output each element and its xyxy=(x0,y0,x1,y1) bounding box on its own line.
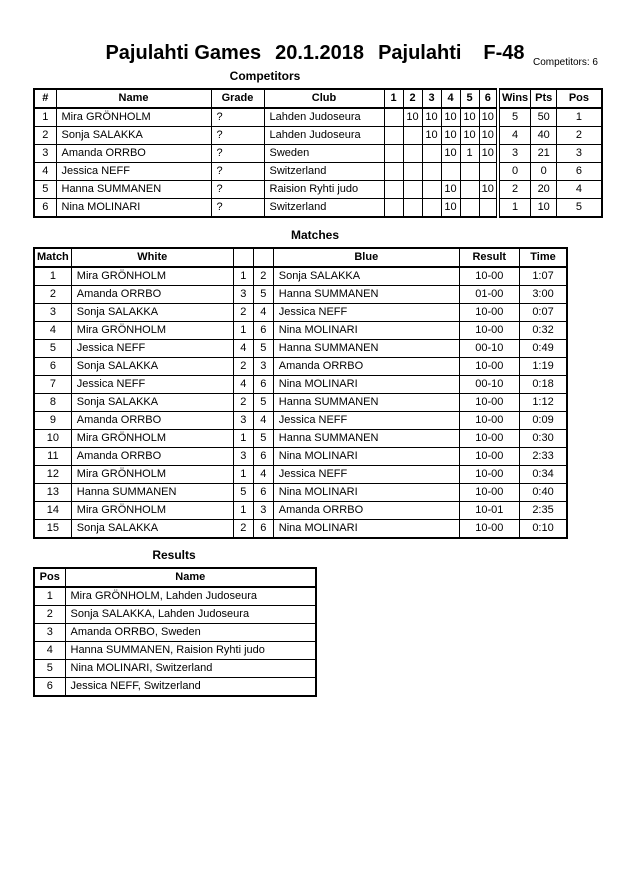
result-row xyxy=(34,642,316,660)
match-number: 2 xyxy=(34,286,71,304)
score-vs-3 xyxy=(422,181,441,199)
col-header-wins: Wins xyxy=(498,89,531,108)
match-row xyxy=(34,502,567,520)
matches-header-row xyxy=(34,248,567,267)
score-vs-3: 10 xyxy=(422,108,441,127)
competitor-name: Hanna SUMMANEN xyxy=(56,181,211,199)
white-competitor-name: Jessica NEFF xyxy=(71,340,233,358)
match-result: 10-00 xyxy=(459,448,519,466)
match-time: 3:00 xyxy=(519,286,567,304)
white-competitor-number: 2 xyxy=(233,358,253,376)
blue-competitor-name: Jessica NEFF xyxy=(273,304,459,322)
competitor-pts: 0 xyxy=(531,163,557,181)
competitors-heading: Competitors xyxy=(229,69,301,83)
competitor-name: Amanda ORRBO xyxy=(56,145,211,163)
white-competitor-number: 1 xyxy=(233,430,253,448)
score-vs-6 xyxy=(479,163,498,181)
match-row xyxy=(34,340,567,358)
score-vs-6: 10 xyxy=(479,127,498,145)
results-table xyxy=(33,567,317,697)
white-competitor-number: 2 xyxy=(233,394,253,412)
page-title-venue: Pajulahti xyxy=(378,42,462,64)
match-result: 10-00 xyxy=(459,304,519,322)
blue-competitor-name: Hanna SUMMANEN xyxy=(273,340,459,358)
score-vs-3 xyxy=(422,199,441,218)
blue-competitor-name: Jessica NEFF xyxy=(273,412,459,430)
competitor-row xyxy=(34,108,602,127)
result-pos: 3 xyxy=(34,624,65,642)
col-header-blue-number xyxy=(253,248,273,267)
blue-competitor-name: Jessica NEFF xyxy=(273,466,459,484)
match-number: 3 xyxy=(34,304,71,322)
score-vs-2 xyxy=(403,145,422,163)
col-header-opponent-5: 5 xyxy=(460,89,479,108)
score-vs-6 xyxy=(479,199,498,218)
col-header-blue: Blue xyxy=(273,248,459,267)
white-competitor-name: Sonja SALAKKA xyxy=(71,358,233,376)
match-number: 1 xyxy=(34,267,71,286)
match-row xyxy=(34,394,567,412)
result-pos: 6 xyxy=(34,678,65,697)
match-row xyxy=(34,304,567,322)
blue-competitor-name: Sonja SALAKKA xyxy=(273,267,459,286)
competitor-name: Jessica NEFF xyxy=(56,163,211,181)
result-name: Jessica NEFF, Switzerland xyxy=(65,678,316,697)
result-pos: 2 xyxy=(34,606,65,624)
competitor-pos: 1 xyxy=(557,108,602,127)
score-vs-3: 10 xyxy=(422,127,441,145)
match-result: 10-00 xyxy=(459,322,519,340)
col-header-name: Name xyxy=(65,568,316,587)
score-vs-1 xyxy=(384,108,403,127)
result-row xyxy=(34,678,316,697)
match-time: 0:34 xyxy=(519,466,567,484)
match-result: 10-00 xyxy=(459,484,519,502)
match-time: 1:19 xyxy=(519,358,567,376)
competitor-number: 1 xyxy=(34,108,56,127)
white-competitor-name: Mira GRÖNHOLM xyxy=(71,430,233,448)
score-vs-1 xyxy=(384,127,403,145)
match-number: 15 xyxy=(34,520,71,539)
competitor-row xyxy=(34,199,602,218)
match-result: 00-10 xyxy=(459,340,519,358)
blue-competitor-name: Hanna SUMMANEN xyxy=(273,394,459,412)
blue-competitor-number: 6 xyxy=(253,322,273,340)
result-name: Sonja SALAKKA, Lahden Judoseura xyxy=(65,606,316,624)
match-row xyxy=(34,286,567,304)
blue-competitor-number: 2 xyxy=(253,267,273,286)
competitors-table xyxy=(33,88,603,218)
match-number: 9 xyxy=(34,412,71,430)
white-competitor-name: Mira GRÖNHOLM xyxy=(71,466,233,484)
result-name: Nina MOLINARI, Switzerland xyxy=(65,660,316,678)
score-vs-4: 10 xyxy=(441,127,460,145)
competitor-grade: ? xyxy=(211,181,264,199)
competitor-name: Mira GRÖNHOLM xyxy=(56,108,211,127)
score-vs-2 xyxy=(403,163,422,181)
col-header-grade: Grade xyxy=(211,89,264,108)
result-row xyxy=(34,606,316,624)
white-competitor-name: Mira GRÖNHOLM xyxy=(71,502,233,520)
white-competitor-name: Sonja SALAKKA xyxy=(71,304,233,322)
score-vs-1 xyxy=(384,163,403,181)
results-header-row xyxy=(34,568,316,587)
competitor-pos: 2 xyxy=(557,127,602,145)
competitor-row xyxy=(34,163,602,181)
competitor-wins: 4 xyxy=(498,127,531,145)
competitor-pts: 21 xyxy=(531,145,557,163)
result-name: Amanda ORRBO, Sweden xyxy=(65,624,316,642)
competitor-number: 5 xyxy=(34,181,56,199)
competitor-pts: 10 xyxy=(531,199,557,218)
col-header-white-number xyxy=(233,248,253,267)
col-header-white: White xyxy=(71,248,233,267)
white-competitor-number: 3 xyxy=(233,448,253,466)
white-competitor-name: Mira GRÖNHOLM xyxy=(71,267,233,286)
match-result: 10-00 xyxy=(459,430,519,448)
col-header-result: Result xyxy=(459,248,519,267)
competitor-club: Switzerland xyxy=(264,199,384,218)
col-header-opponent-1: 1 xyxy=(384,89,403,108)
match-time: 0:40 xyxy=(519,484,567,502)
match-time: 0:49 xyxy=(519,340,567,358)
col-header-time: Time xyxy=(519,248,567,267)
match-row xyxy=(34,322,567,340)
match-number: 8 xyxy=(34,394,71,412)
blue-competitor-number: 5 xyxy=(253,286,273,304)
competitors-count-label: Competitors: 6 xyxy=(532,57,598,68)
score-vs-4: 10 xyxy=(441,145,460,163)
col-header-pos: Pos xyxy=(557,89,602,108)
score-vs-6: 10 xyxy=(479,108,498,127)
match-time: 2:33 xyxy=(519,448,567,466)
competitor-wins: 2 xyxy=(498,181,531,199)
result-pos: 4 xyxy=(34,642,65,660)
match-time: 0:30 xyxy=(519,430,567,448)
competitor-pos: 6 xyxy=(557,163,602,181)
match-row xyxy=(34,376,567,394)
blue-competitor-number: 6 xyxy=(253,376,273,394)
match-result: 10-00 xyxy=(459,394,519,412)
white-competitor-number: 1 xyxy=(233,502,253,520)
score-vs-1 xyxy=(384,145,403,163)
competitor-wins: 1 xyxy=(498,199,531,218)
matches-heading: Matches xyxy=(290,228,340,242)
match-number: 11 xyxy=(34,448,71,466)
blue-competitor-number: 4 xyxy=(253,304,273,322)
blue-competitor-number: 4 xyxy=(253,412,273,430)
score-vs-1 xyxy=(384,199,403,218)
blue-competitor-number: 5 xyxy=(253,340,273,358)
competitor-pos: 3 xyxy=(557,145,602,163)
white-competitor-name: Amanda ORRBO xyxy=(71,286,233,304)
score-vs-5: 1 xyxy=(460,145,479,163)
score-vs-4: 10 xyxy=(441,108,460,127)
match-number: 6 xyxy=(34,358,71,376)
match-time: 1:12 xyxy=(519,394,567,412)
match-time: 0:07 xyxy=(519,304,567,322)
competitor-grade: ? xyxy=(211,199,264,218)
competitor-grade: ? xyxy=(211,127,264,145)
page-title-date: 20.1.2018 xyxy=(275,42,365,64)
matches-table xyxy=(33,247,568,539)
blue-competitor-name: Amanda ORRBO xyxy=(273,502,459,520)
white-competitor-number: 5 xyxy=(233,484,253,502)
score-vs-5 xyxy=(460,181,479,199)
blue-competitor-number: 6 xyxy=(253,484,273,502)
score-vs-5: 10 xyxy=(460,108,479,127)
blue-competitor-name: Amanda ORRBO xyxy=(273,358,459,376)
competitors-body xyxy=(34,108,602,217)
competitor-row xyxy=(34,145,602,163)
match-time: 0:09 xyxy=(519,412,567,430)
blue-competitor-name: Hanna SUMMANEN xyxy=(273,286,459,304)
competitor-wins: 5 xyxy=(498,108,531,127)
match-result: 10-00 xyxy=(459,520,519,539)
match-row xyxy=(34,358,567,376)
competitor-club: Sweden xyxy=(264,145,384,163)
match-row xyxy=(34,520,567,539)
white-competitor-number: 1 xyxy=(233,322,253,340)
competitor-wins: 3 xyxy=(498,145,531,163)
white-competitor-number: 2 xyxy=(233,304,253,322)
competitor-grade: ? xyxy=(211,163,264,181)
match-result: 10-00 xyxy=(459,466,519,484)
score-vs-2: 10 xyxy=(403,108,422,127)
competitor-row xyxy=(34,181,602,199)
white-competitor-name: Hanna SUMMANEN xyxy=(71,484,233,502)
match-time: 0:10 xyxy=(519,520,567,539)
blue-competitor-number: 5 xyxy=(253,430,273,448)
blue-competitor-number: 5 xyxy=(253,394,273,412)
competitor-number: 6 xyxy=(34,199,56,218)
score-vs-3 xyxy=(422,145,441,163)
blue-competitor-number: 3 xyxy=(253,502,273,520)
page-title-event: Pajulahti Games xyxy=(105,42,262,64)
match-row xyxy=(34,430,567,448)
match-result: 10-01 xyxy=(459,502,519,520)
col-header-pts: Pts xyxy=(531,89,557,108)
competitor-pos: 5 xyxy=(557,199,602,218)
score-vs-3 xyxy=(422,163,441,181)
competitor-pts: 50 xyxy=(531,108,557,127)
result-name: Hanna SUMMANEN, Raision Ryhti judo xyxy=(65,642,316,660)
competitor-club: Switzerland xyxy=(264,163,384,181)
competitor-row xyxy=(34,127,602,145)
score-vs-5: 10 xyxy=(460,127,479,145)
blue-competitor-number: 3 xyxy=(253,358,273,376)
blue-competitor-number: 6 xyxy=(253,448,273,466)
result-pos: 1 xyxy=(34,587,65,606)
competitor-club: Raision Ryhti judo xyxy=(264,181,384,199)
score-vs-6: 10 xyxy=(479,181,498,199)
white-competitor-name: Mira GRÖNHOLM xyxy=(71,322,233,340)
score-vs-6: 10 xyxy=(479,145,498,163)
match-number: 13 xyxy=(34,484,71,502)
results-body xyxy=(34,587,316,696)
match-time: 0:32 xyxy=(519,322,567,340)
match-result: 10-00 xyxy=(459,358,519,376)
match-number: 10 xyxy=(34,430,71,448)
blue-competitor-name: Hanna SUMMANEN xyxy=(273,430,459,448)
col-header-opponent-3: 3 xyxy=(422,89,441,108)
white-competitor-number: 3 xyxy=(233,412,253,430)
col-header-opponent-4: 4 xyxy=(441,89,460,108)
col-header-pos: Pos xyxy=(34,568,65,587)
blue-competitor-name: Nina MOLINARI xyxy=(273,448,459,466)
col-header-name: Name xyxy=(56,89,211,108)
score-vs-2 xyxy=(403,199,422,218)
match-row xyxy=(34,267,567,286)
white-competitor-number: 4 xyxy=(233,376,253,394)
blue-competitor-name: Nina MOLINARI xyxy=(273,484,459,502)
result-row xyxy=(34,624,316,642)
white-competitor-name: Amanda ORRBO xyxy=(71,412,233,430)
match-row xyxy=(34,448,567,466)
score-vs-1 xyxy=(384,181,403,199)
white-competitor-number: 1 xyxy=(233,466,253,484)
match-row xyxy=(34,412,567,430)
blue-competitor-name: Nina MOLINARI xyxy=(273,520,459,539)
match-result: 10-00 xyxy=(459,412,519,430)
competitor-pos: 4 xyxy=(557,181,602,199)
blue-competitor-number: 4 xyxy=(253,466,273,484)
blue-competitor-name: Nina MOLINARI xyxy=(273,322,459,340)
page-title-category: F-48 xyxy=(483,42,525,64)
matches-body xyxy=(34,267,567,538)
score-vs-2 xyxy=(403,127,422,145)
blue-competitor-name: Nina MOLINARI xyxy=(273,376,459,394)
match-result: 10-00 xyxy=(459,267,519,286)
competitor-club: Lahden Judoseura xyxy=(264,127,384,145)
competitor-pts: 20 xyxy=(531,181,557,199)
match-row xyxy=(34,484,567,502)
match-number: 14 xyxy=(34,502,71,520)
score-vs-5 xyxy=(460,163,479,181)
competitor-club: Lahden Judoseura xyxy=(264,108,384,127)
white-competitor-number: 3 xyxy=(233,286,253,304)
score-vs-4: 10 xyxy=(441,181,460,199)
match-number: 7 xyxy=(34,376,71,394)
competitor-name: Sonja SALAKKA xyxy=(56,127,211,145)
white-competitor-number: 2 xyxy=(233,520,253,539)
col-header-opponent-6: 6 xyxy=(479,89,498,108)
results-heading: Results xyxy=(152,548,196,562)
competitor-number: 4 xyxy=(34,163,56,181)
result-name: Mira GRÖNHOLM, Lahden Judoseura xyxy=(65,587,316,606)
col-header-match: Match xyxy=(34,248,71,267)
match-number: 5 xyxy=(34,340,71,358)
match-time: 0:18 xyxy=(519,376,567,394)
competitors-header-row xyxy=(34,89,602,108)
score-vs-5 xyxy=(460,199,479,218)
result-row xyxy=(34,660,316,678)
match-number: 12 xyxy=(34,466,71,484)
competitor-pts: 40 xyxy=(531,127,557,145)
score-vs-4 xyxy=(441,163,460,181)
white-competitor-name: Sonja SALAKKA xyxy=(71,520,233,539)
score-vs-2 xyxy=(403,181,422,199)
white-competitor-name: Amanda ORRBO xyxy=(71,448,233,466)
competitor-name: Nina MOLINARI xyxy=(56,199,211,218)
result-row xyxy=(34,587,316,606)
white-competitor-number: 4 xyxy=(233,340,253,358)
col-header-club: Club xyxy=(264,89,384,108)
competitor-grade: ? xyxy=(211,145,264,163)
col-header-number: # xyxy=(34,89,56,108)
match-number: 4 xyxy=(34,322,71,340)
white-competitor-name: Jessica NEFF xyxy=(71,376,233,394)
match-result: 01-00 xyxy=(459,286,519,304)
match-row xyxy=(34,466,567,484)
match-result: 00-10 xyxy=(459,376,519,394)
white-competitor-number: 1 xyxy=(233,267,253,286)
competitor-number: 2 xyxy=(34,127,56,145)
blue-competitor-number: 6 xyxy=(253,520,273,539)
competitor-grade: ? xyxy=(211,108,264,127)
col-header-opponent-2: 2 xyxy=(403,89,422,108)
result-pos: 5 xyxy=(34,660,65,678)
match-time: 2:35 xyxy=(519,502,567,520)
white-competitor-name: Sonja SALAKKA xyxy=(71,394,233,412)
competitor-number: 3 xyxy=(34,145,56,163)
competitor-wins: 0 xyxy=(498,163,531,181)
score-vs-4: 10 xyxy=(441,199,460,218)
match-time: 1:07 xyxy=(519,267,567,286)
